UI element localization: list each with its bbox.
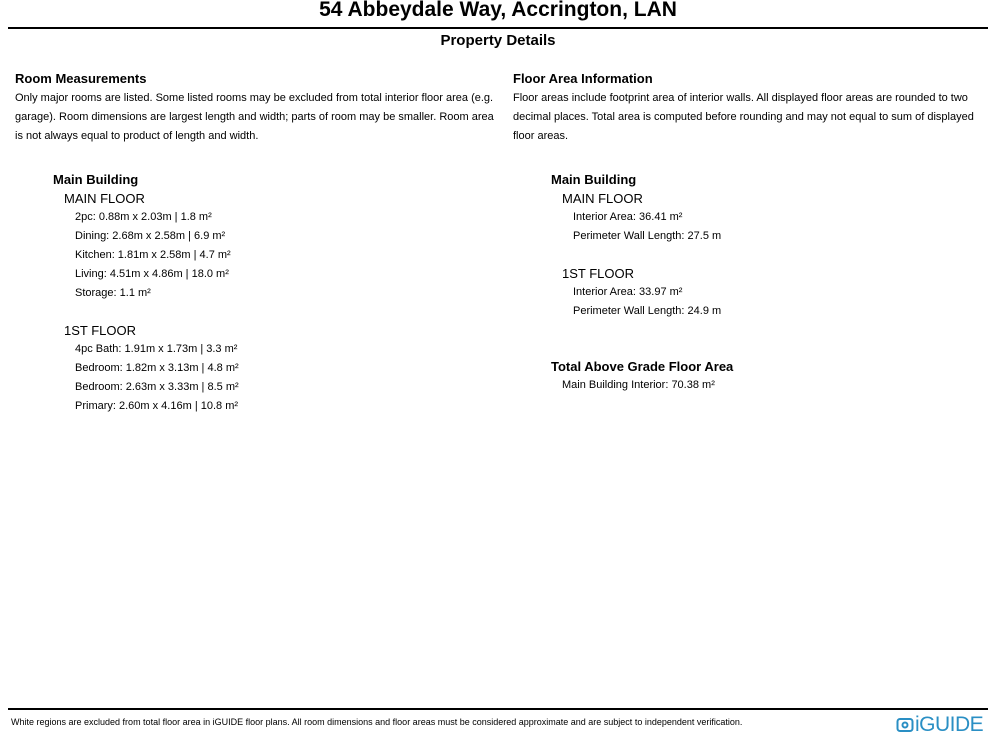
page-title: 54 Abbeydale Way, Accrington, LAN [319, 0, 677, 21]
area-floor-name: 1ST FLOOR [562, 266, 635, 281]
interior-area-value: Interior Area: 33.97 m² [573, 286, 683, 298]
interior-area-value: Interior Area: 36.41 m² [573, 211, 683, 223]
room-floor-name: MAIN FLOOR [64, 191, 145, 206]
room-item: Living: 4.51m x 4.86m | 18.0 m² [75, 268, 229, 280]
perimeter-wall-value: Perimeter Wall Length: 27.5 m [573, 230, 722, 242]
floor-area-description: Floor areas include footprint area of interior walls. All displayed floor areas are rounded to two decimal places. Total area is computed before rounding and may not equal to sum of displayed floor areas. [513, 92, 974, 142]
area-floor-main [562, 189, 993, 246]
room-floor-name: 1ST FLOOR [64, 323, 137, 338]
room-item: Storage: 1.1 m² [75, 287, 151, 299]
room-measurements-heading: Room Measurements [15, 71, 147, 86]
title-divider [8, 27, 988, 29]
room-item: Bedroom: 1.82m x 3.13m | 4.8 m² [75, 362, 239, 374]
room-floor-first [64, 321, 495, 416]
area-building-name: Main Building [551, 172, 637, 187]
room-measurements-description: Only major rooms are listed. Some listed rooms may be excluded from total interior floor area (e.g. garage). Room dimensions are largest length and width; parts of room may be smaller. Room area is not always equal to product of length and width. [15, 92, 494, 142]
footer-divider [8, 708, 988, 710]
room-item: Primary: 2.60m x 4.16m | 10.8 m² [75, 400, 239, 412]
iguide-logo-text: iGUIDE [915, 713, 984, 736]
room-measurements-section [15, 70, 495, 416]
floor-area-section [513, 70, 993, 395]
iguide-logo-icon [896, 716, 914, 734]
area-building-block [551, 170, 993, 395]
area-floor-first [562, 264, 993, 321]
area-floor-name: MAIN FLOOR [562, 191, 643, 206]
room-item: Kitchen: 1.81m x 2.58m | 4.7 m² [75, 249, 231, 261]
iguide-logo [896, 712, 983, 738]
room-floor-main [64, 189, 495, 303]
room-item: Bedroom: 2.63m x 3.33m | 8.5 m² [75, 381, 239, 393]
room-item: 2pc: 0.88m x 2.03m | 1.8 m² [75, 211, 212, 223]
room-item: 4pc Bath: 1.91m x 1.73m | 3.3 m² [75, 343, 238, 355]
footer-disclaimer: White regions are excluded from total floor area in iGUIDE floor plans. All room dimensions and floor areas must be considered approximate and are subject to independent verification. [11, 717, 743, 727]
room-building-block [53, 170, 495, 416]
page-subtitle: Property Details [440, 32, 556, 49]
total-area-value: Main Building Interior: 70.38 m² [562, 379, 715, 391]
room-building-name: Main Building [53, 172, 139, 187]
total-area-heading: Total Above Grade Floor Area [551, 359, 734, 374]
room-item: Dining: 2.68m x 2.58m | 6.9 m² [75, 230, 226, 242]
perimeter-wall-value: Perimeter Wall Length: 24.9 m [573, 305, 722, 317]
floor-area-heading: Floor Area Information [513, 71, 653, 86]
